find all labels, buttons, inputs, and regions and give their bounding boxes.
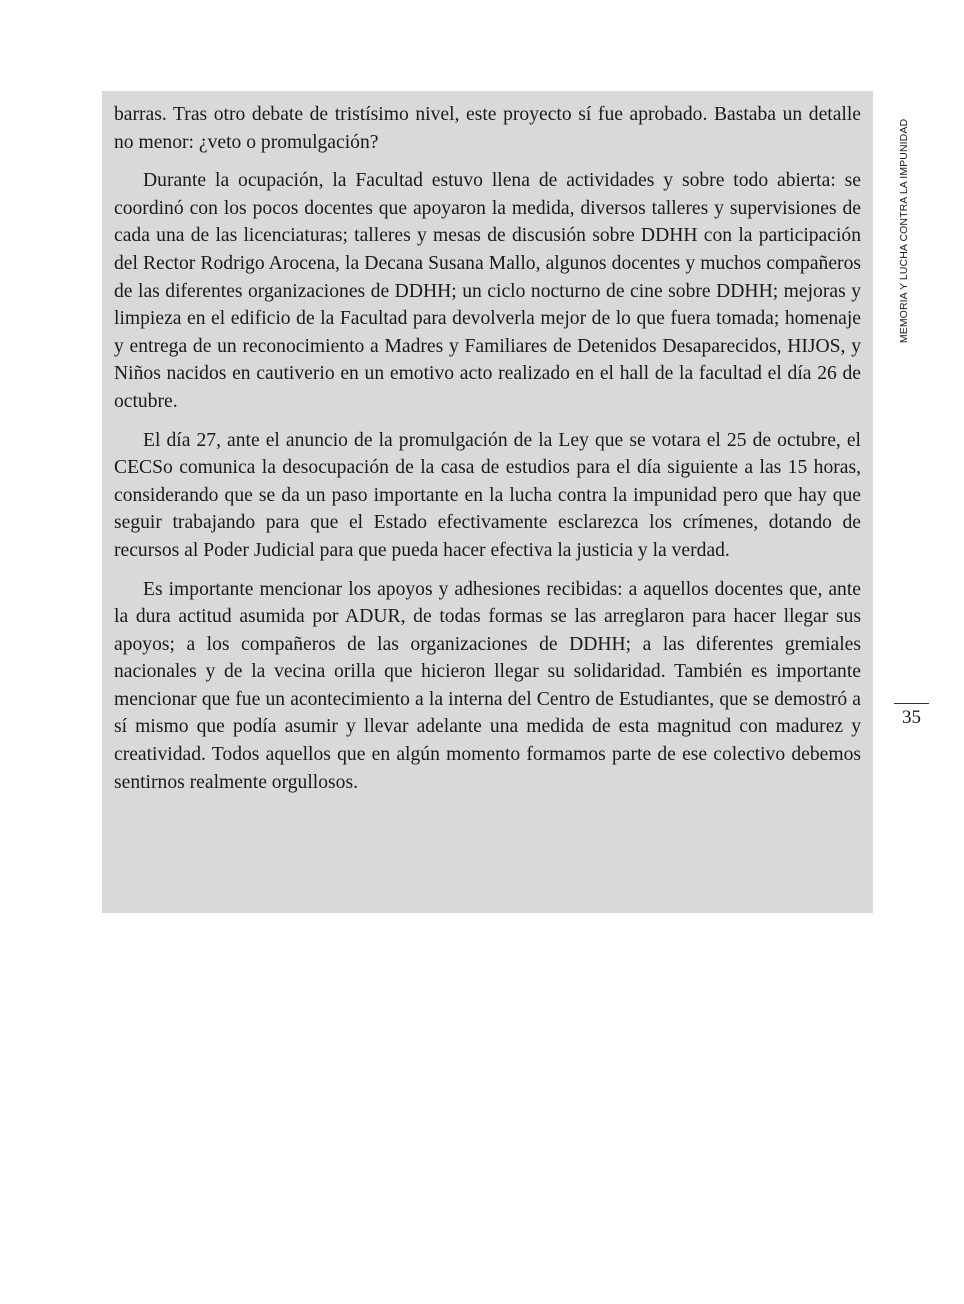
paragraph-1: barras. Tras otro debate de tristísimo nivel, este proyecto sí fue aprobado. Bastaba un detalle no menor: ¿veto o promulgación? bbox=[114, 104, 861, 153]
running-head bbox=[895, 101, 912, 361]
paragraph-2: Durante la ocupación, la Facultad estuvo llena de actividades y sobre todo abierta: se coordinó con los pocos docentes que apoyaron la medida, diversos talleres y supervisiones de cada una de las licenciaturas; talleres y mesas de discusión sobre DDHH con la participación del Rector Rodrigo Arocena, la Decana Susana Mallo, algunos docentes y muchos compañeros de las diferentes organizaciones de DDHH; un ciclo nocturno de cine sobre DDHH; mejoras y limpieza en el edificio de la Facultad para devolverla mejor de lo que fuera tomada; homenaje y entrega de un reconocimiento a Madres y Familiares de Detenidos Desaparecidos, HIJOS, y Niños nacidos en cautiverio en un emotivo acto realizado en el hall de la facultad el día 26 de octubre. bbox=[114, 170, 861, 412]
page-number-rule bbox=[894, 703, 929, 704]
shaded-text-box bbox=[102, 91, 873, 913]
paragraph-4: Es importante mencionar los apoyos y adhesiones recibidas: a aquellos docentes que, ante la dura actitud asumida por ADUR, de todas formas se las arreglaron para hacer llegar sus apoyos; a los compañeros de las organizaciones de DDHH; a las diferentes gremiales nacionales y de la vecina orilla que hicieron llegar su solidaridad. También es importante mencionar que fue un acontecimiento a la interna del Centro de Estudiantes, que se demostró a sí mismo que podía asumir y llevar adelante una medida de esta magnitud con madurez y creatividad. Todos aquellos que en algún momento formamos parte de ese colectivo debemos sentirnos realmente orgullosos. bbox=[114, 578, 861, 793]
page-number: 35 bbox=[902, 707, 921, 728]
paragraph-3: El día 27, ante el anuncio de la promulgación de la Ley que se votara el 25 de octubre, el CECSo comunica la desocupación de la casa de estudios para el día siguiente a las 15 horas, considerando que se da un paso importante en la lucha contra la impunidad pero que hay que seguir trabajando para que el Estado efectivamente esclarezca los crímenes, dotando de recursos al Poder Judicial para que pueda hacer efectiva la justicia y la verdad. bbox=[114, 429, 861, 561]
running-head-text: MEMORIA Y LUCHA CONTRA LA IMPUNIDAD bbox=[897, 118, 910, 344]
